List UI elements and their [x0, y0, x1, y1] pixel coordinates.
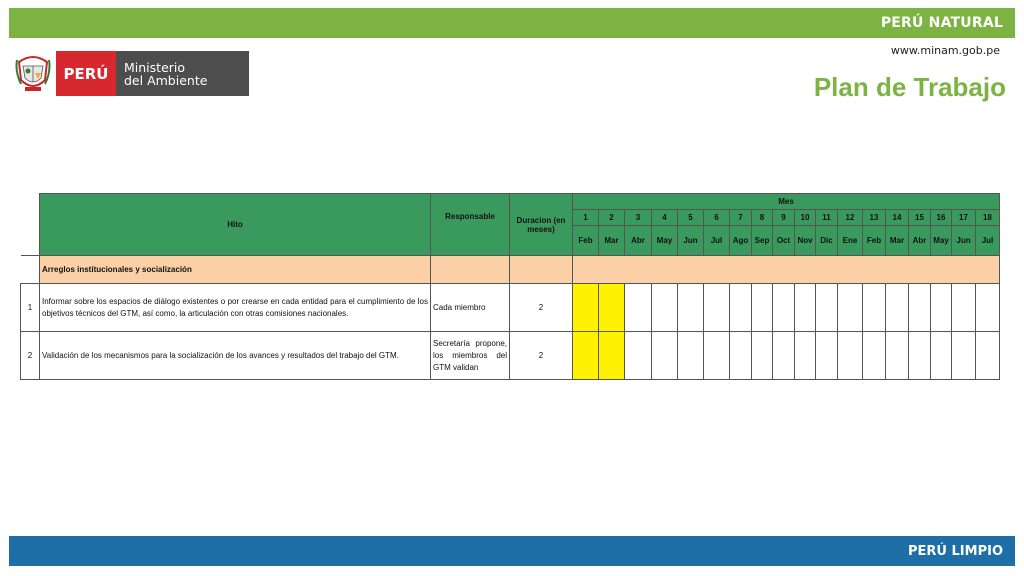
month-name-cell: Sep — [752, 226, 773, 256]
month-cell — [652, 284, 678, 332]
month-cell — [752, 332, 773, 380]
month-name-cell: May — [931, 226, 952, 256]
month-cell — [886, 332, 909, 380]
month-name-cell: Jul — [704, 226, 730, 256]
month-cell — [952, 284, 976, 332]
month-cell — [952, 332, 976, 380]
ministry-line-1: Ministerio — [124, 60, 186, 75]
month-cell — [795, 332, 816, 380]
ministry-label — [116, 51, 249, 96]
month-cell — [795, 284, 816, 332]
month-number-cell: 5 — [678, 210, 704, 226]
month-number-cell: 12 — [838, 210, 863, 226]
month-number-cell: 1 — [573, 210, 599, 226]
row-duracion: 2 — [510, 284, 573, 332]
month-cell — [816, 332, 838, 380]
month-number-cell: 8 — [752, 210, 773, 226]
month-name-cell: Dic — [816, 226, 838, 256]
month-number-cell: 6 — [704, 210, 730, 226]
month-number-cell: 3 — [625, 210, 652, 226]
month-name-cell: Jun — [952, 226, 976, 256]
row-responsable: Secretaría propone, los miembros del GTM validan — [431, 332, 510, 380]
month-cell — [625, 284, 652, 332]
month-cell-active — [573, 284, 599, 332]
month-cell — [931, 332, 952, 380]
month-cell — [909, 332, 931, 380]
month-cell-active — [573, 332, 599, 380]
work-plan-table — [20, 193, 1000, 380]
month-name-cell: May — [652, 226, 678, 256]
month-number-cell: 17 — [952, 210, 976, 226]
month-name-cell: Feb — [863, 226, 886, 256]
month-name-cell: Ene — [838, 226, 863, 256]
top-banner — [9, 8, 1015, 38]
month-cell — [976, 332, 1000, 380]
bottom-banner — [9, 536, 1015, 566]
month-cell — [678, 332, 704, 380]
row-number: 1 — [21, 284, 40, 332]
col-header-duracion: Duracion (en meses) — [510, 194, 573, 256]
ministry-line-2: del Ambiente — [124, 73, 208, 88]
month-cell — [704, 332, 730, 380]
month-cell — [625, 332, 652, 380]
month-name-cell: Jun — [678, 226, 704, 256]
page-title: Plan de Trabajo — [813, 72, 1006, 102]
month-cell — [678, 284, 704, 332]
month-number-cell: 9 — [773, 210, 795, 226]
month-number-cell: 2 — [599, 210, 625, 226]
month-number-cell: 18 — [976, 210, 1000, 226]
month-name-cell: Oct — [773, 226, 795, 256]
row-hito: Validación de los mecanismos para la socialización de los avances y resultados del trabajo del GTM. — [40, 332, 431, 380]
month-cell — [773, 332, 795, 380]
month-cell — [752, 284, 773, 332]
month-name-cell: Abr — [625, 226, 652, 256]
month-name-cell: Abr — [909, 226, 931, 256]
month-name-cell: Jul — [976, 226, 1000, 256]
section-months-cell — [573, 256, 1000, 284]
month-cell — [816, 284, 838, 332]
peru-label: PERÚ — [56, 51, 116, 96]
table-row — [21, 284, 1000, 332]
col-header-hito: Hito — [40, 194, 431, 256]
month-cell — [704, 284, 730, 332]
month-cell — [730, 332, 752, 380]
month-cell — [863, 284, 886, 332]
ministry-logo — [15, 50, 249, 96]
month-cell — [863, 332, 886, 380]
month-cell — [931, 284, 952, 332]
website-url[interactable]: www.minam.gob.pe — [890, 44, 1000, 57]
section-label: Arreglos institucionales y socialización — [40, 256, 431, 284]
section-responsable-cell — [431, 256, 510, 284]
month-number-cell: 10 — [795, 210, 816, 226]
peru-natural-tag: PERÚ NATURAL — [880, 15, 1003, 31]
month-cell — [730, 284, 752, 332]
month-number-cell: 7 — [730, 210, 752, 226]
month-name-cell: Feb — [573, 226, 599, 256]
month-number-cell: 14 — [886, 210, 909, 226]
section-row — [21, 256, 1000, 284]
month-name-cell: Ago — [730, 226, 752, 256]
month-number-cell: 13 — [863, 210, 886, 226]
section-duracion-cell — [510, 256, 573, 284]
month-cell-active — [599, 332, 625, 380]
row-hito: Informar sobre los espacios de diálogo existentes o por crearse en cada entidad para el cumplimiento de los objetivos técnicos del GTM, así como, la articulación con otras comisiones nacionales. — [40, 284, 431, 332]
table-row — [21, 332, 1000, 380]
month-cell — [909, 284, 931, 332]
month-number-cell: 11 — [816, 210, 838, 226]
row-duracion: 2 — [510, 332, 573, 380]
month-cell — [652, 332, 678, 380]
col-header-responsable: Responsable — [431, 194, 510, 256]
month-name-cell: Nov — [795, 226, 816, 256]
month-number-cell: 15 — [909, 210, 931, 226]
month-number-cell: 4 — [652, 210, 678, 226]
section-spacer — [21, 256, 40, 284]
month-cell — [773, 284, 795, 332]
empty-corner — [21, 194, 40, 256]
month-cell — [838, 332, 863, 380]
month-cell — [838, 284, 863, 332]
month-name-cell: Mar — [886, 226, 909, 256]
month-cell-active — [599, 284, 625, 332]
col-header-mes: Mes — [573, 194, 1000, 210]
coat-of-arms-icon — [15, 52, 51, 94]
row-responsable: Cada miembro — [431, 284, 510, 332]
month-name-cell: Mar — [599, 226, 625, 256]
month-cell — [886, 284, 909, 332]
month-number-cell: 16 — [931, 210, 952, 226]
row-number: 2 — [21, 332, 40, 380]
month-cell — [976, 284, 1000, 332]
peru-limpio-tag: PERÚ LIMPIO — [908, 544, 1003, 559]
